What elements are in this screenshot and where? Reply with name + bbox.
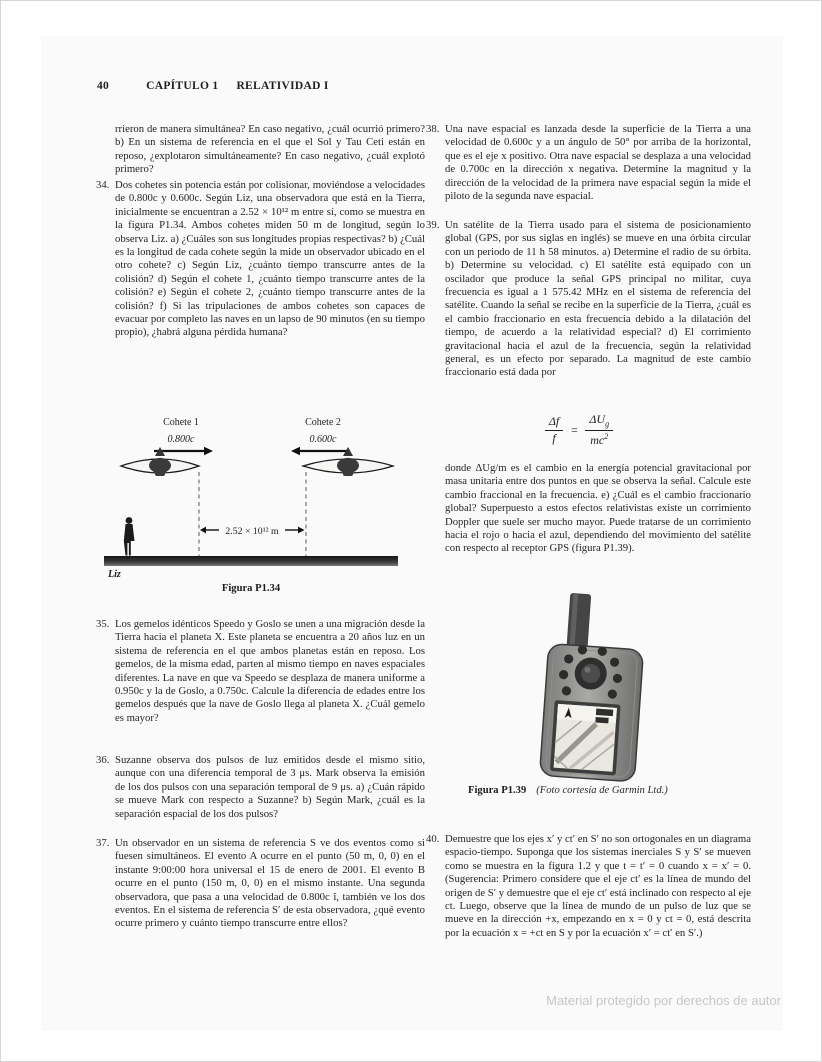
chapter-title: RELATIVIDAD I (236, 80, 329, 92)
distance-label: 2.52 × 10¹² m (225, 526, 279, 537)
problem-text: Los gemelos idénticos Speedo y Goslo se unen a una migración desde la Tierra hacia el planeta X. Este planeta se encuentra a 20 años luz en un sistema de referencia en el que ambos planetas están en reposo. Los gemelos, de la misma edad, parten al mismo tiempo en naves espaciales diferentes. La nave en que va Speedo se desplaza de manera uniforme a 0.950c y la de Goslo, a 0.750c. Calcule la diferencia de edades entre los gemelos después que la nave de Goslo llega al planeta X. ¿Cuál gemelo es mayor? (115, 618, 425, 724)
figure-p1-39-caption: Figura P1.39 (Foto cortesía de Garmin Ltd.) (468, 785, 668, 796)
two-rockets-diagram (96, 408, 406, 580)
distance-arrow-right-icon (285, 527, 305, 534)
problem-number: 35. (96, 618, 110, 630)
problem-36 (96, 754, 425, 821)
equals-sign: = (570, 422, 579, 437)
problem-text: Un satélite de la Tierra usado para el sistema de posicionamiento global (GPS, por sus siglas en inglés) se mueve en una órbita circular con un periodo de 11 h 58 minutos. a) Determine el radio de su órbita. b) Determine su velocidad. c) El satélite está equipado con un oscilador que produce la señal GPS principal no militar, cuya frecuencia es igual a 1 575.42 MHz en el sistema de referencia del satélite. Cuando la señal se recibe en la superficie de la Tierra, ¿cuál es el cambio fraccionario en esta frecuencia debido a la dilatación del tiempo, de acuerdo a la relatividad especial? d) El corrimiento gravitacional hacia el azul de la frecuencia, según la relatividad general, es un efecto por separado. La magnitud de este cambio fraccionario está dada por (445, 219, 751, 379)
problem-text: Una nave espacial es lanzada desde la superficie de la Tierra a una velocidad de 0.600c y a un ángulo de 50° por arriba de la horizontal, que es el eje x positivo. Otra nave espacial se desplaza a una velocidad de 0.700c en la dirección x negativa. Determine la magnitud y la dirección de la velocidad de la primera nave espacial según la mide el piloto de la segunda nave espacial. (445, 123, 751, 203)
copyright-notice: Material protegido por derechos de autor (546, 993, 781, 1008)
problem-37 (96, 837, 425, 931)
chapter-label: CAPÍTULO 1 (146, 80, 219, 92)
problem-35 (96, 618, 425, 725)
problem-38 (426, 123, 751, 203)
observer-person-icon (124, 517, 135, 555)
problem-number: 37. (96, 837, 110, 849)
problem-40 (426, 833, 751, 940)
rocket-1-label: Cohete 1 (163, 417, 199, 428)
rocket-2-speed: 0.600c (309, 434, 337, 445)
distance-arrow-left-icon (200, 527, 219, 534)
rocket-2-label: Cohete 2 (305, 417, 341, 428)
problem-text: Dos cohetes sin potencia están por colisionar, moviéndose a velocidades de 0.800c y 0.600c. Según Liz, una observadora que está en la Tierra, inicialmente se encuentran a 2.52 × 10¹² m entre sí, como se muestra en la figura P1.34. Ambos cohetes miden 50 m de longitud, según lo observa Liz. a) ¿Cuáles son sus longitudes propias respectivas? b) ¿Cuál es la longitud de cada cohete según la mide un observador ubicado en el otro cohete? c) Según Liz, ¿cuánto tiempo transcurre antes de la colisión? d) Según el cohete 1, ¿cuánto tiempo transcurre antes de la colisión? e) Según el cohete 2, ¿cuánto tiempo transcurre antes de la colisión? f) Si las tripulaciones de ambos cohetes son capaces de evacuar por completo las naves en un lapso de 90 minutos (en su tiempo propio), ¿habrá alguna pérdida humana? (115, 179, 425, 339)
gps-frequency-shift-formula (426, 413, 732, 447)
problem-39 (426, 219, 751, 380)
problem-33-continuation: rrieron de manera simultánea? En caso negativo, ¿cuál ocurrió primero? b) En un sistema de referencia en el que el Sol y Tau Ceti están en reposo, ¿explotaron simultáneamente? En caso negativo, ¿cuál explotó primero? (115, 123, 425, 176)
gps-screen (550, 700, 621, 775)
velocity-arrow-left-icon (291, 447, 350, 456)
figure-p1-34-caption: Figura P1.34 (221, 583, 281, 594)
problem-text: Un observador en un sistema de referencia S ve dos eventos como si fuesen simultáneos. El evento A ocurre en el punto (50 m, 0, 0) en el instante 9:00:00 hora universal el 15 de enero de 2001. El evento B ocurre en el punto (150 m, 0, 0) en el mismo instante. Una segunda observadora, que pasa a una velocidad de 0.800c î, también ve los dos eventos. En el sistema de referencia S′ de esta observadora, ¿qué evento ocurre primero y cuánto tiempo transcurre entre ellos? (115, 837, 425, 930)
page-header (97, 80, 329, 92)
page-body (41, 36, 783, 1031)
fraction-delta-f-over-f: $\frac{\Delta f}{f}$ (545, 415, 563, 446)
problem-number: 40. (426, 833, 440, 845)
problem-number: 38. (426, 123, 440, 135)
observer-name-label: Liz (108, 569, 121, 580)
problem-34 (96, 179, 425, 340)
ground-bar (104, 556, 398, 566)
rocket-1-speed: 0.800c (167, 434, 195, 445)
fraction-delta-ug-over-mc2: $\frac{\Delta U_g}{mc^2}$ (585, 413, 613, 447)
problem-39-continuation: donde ΔUg/m es el cambio en la energía potencial gravitacional por masa unitaria entre dos puntos en que se observa la señal. Calcule este cambio fraccional en la frecuencia. e) ¿Cuál es el cambio fraccionario global? Superpuesto a estos efectos relativistas existe un corrimiento Doppler que suele ser mucho mayor. Puede tratarse de un corrimiento hacia el rojo o hacia el azul, dependiendo del movimiento del satélite con respecto al receptor GPS (figura P1.39). (445, 462, 751, 555)
problem-number: 34. (96, 179, 110, 191)
problem-text: Suzanne observa dos pulsos de luz emitidos desde el mismo sitio, aunque con una diferencia temporal de 3 μs. Mark observa la emisión de los dos pulsos con una separación temporal de 9 μs. a) ¿Cuán rápido se mueve Mark con respecto a Suzanne? b) Según Mark, ¿cuál es la separación espacial de los dos pulsos? (115, 754, 425, 820)
problem-text: Demuestre que los ejes x′ y ct′ en S′ no son ortogonales en un diagrama espacio-tiempo. Suponga que los sistemas inerciales S y S′ se mueven como se muestra en la figura 1.2 y que t = t′ = 0 cuando x = x′ = 0. (Sugerencia: Primero considere que el eje ct′ es la línea de mundo del origen de S′ y demuestre que el eje ct′ está inclinado con respecto al eje ct. Luego, observe que la línea de mundo de un pulso de luz que se mueve en la dirección +x, empezando en x = 0 y ct = 0, está descrita por la ecuación x = +ct en S y por la ecuación x′ = ct′ en S′.) (445, 833, 751, 939)
page-number: 40 (97, 80, 110, 92)
figure-p1-34 (96, 408, 406, 580)
problem-number: 39. (426, 219, 440, 231)
problem-number: 36. (96, 754, 110, 766)
gps-device-illustration (426, 593, 736, 783)
figure-p1-39 (426, 593, 736, 783)
gps-antenna (566, 593, 591, 652)
